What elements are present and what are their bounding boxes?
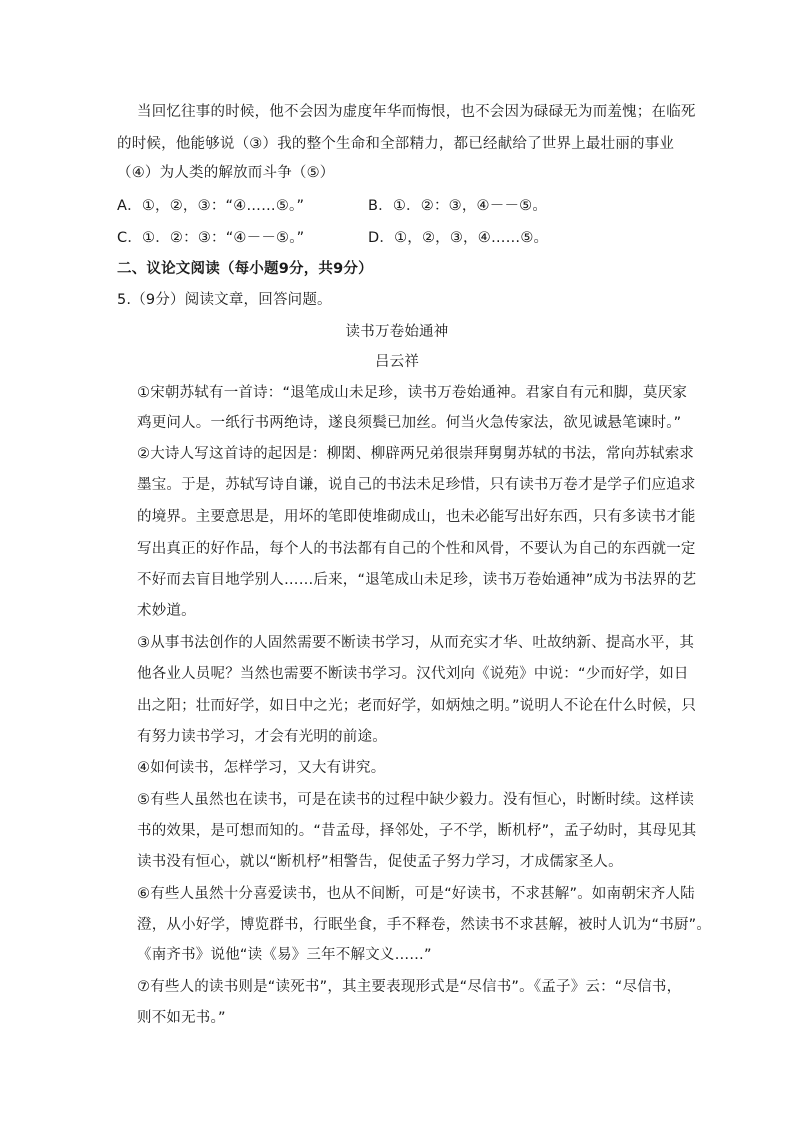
article-line: 术妙道。	[137, 603, 196, 619]
option-c: C．①．②：③：“④－－⑤。”	[117, 230, 305, 246]
article-title: 读书万卷始通神	[345, 324, 449, 340]
article-line: 墨宝。于是，苏轼写诗自谦，说自己的书法未足珍惜，只有读书万卷才是学子们应追求	[137, 477, 696, 493]
article-line: 书的效果，是可想而知的。“昔孟母，择邻处，子不学，断机杼”，孟子幼时，其母见其	[137, 823, 697, 839]
article-line: 鸡更问人。一纸行书两绝诗，遂良须鬓已加丝。何当火急传家法，欲见诚悬笔谏时。”	[137, 415, 682, 431]
question-stem: 5.（9分）阅读文章，回答问题。	[117, 292, 332, 308]
option-a: A．①，②，③：“④……⑤。”	[117, 198, 305, 214]
option-b: B．①．②：③，④－－⑤。	[368, 198, 548, 214]
article-line: 则不如无书。”	[137, 1010, 226, 1026]
article-line: 写出真正的好作品，每个人的书法都有自己的个性和风骨，不要认为自己的东西就一定	[137, 541, 696, 557]
article-line: 不好而去盲目地学别人……后来，“退笔成山未足珍，读书万卷始通神”成为书法界的艺	[137, 572, 697, 588]
prev-paragraph-line-3: （④）为人类的解放而斗争（⑤）	[117, 165, 335, 181]
article-line: 出之阳；壮而好学，如日中之光；老而好学，如炳烛之明。”说明人不论在什么时候，只	[137, 698, 697, 714]
article-line: ①宋朝苏轼有一首诗：“退笔成山未足珍，读书万卷始通神。君家自有元和脚，莫厌家	[137, 385, 688, 401]
article-line: 的境界。主要意思是，用坏的笔即使堆砌成山，也未必能写出好东西，只有多读书才能	[137, 509, 696, 525]
article-line: ④如何读书，怎样学习，又大有讲究。	[137, 760, 386, 776]
article-line: 澄，从小好学，博览群书，行眠坐食，手不释卷，然读书不求甚解，被时人讥为“书厨”。	[137, 917, 712, 933]
prev-paragraph-line-2: 的时候，他能够说（③）我的整个生命和全部精力，都已经献给了世界上最壮丽的事业	[117, 136, 675, 152]
article-line: ⑦有些人的读书则是“读死书”，其主要表现形式是“尽信书”。《孟子》云：“尽信书，	[137, 979, 682, 995]
prev-paragraph-line-1: 当回忆往事的时候，他不会因为虚度年华而悔恨，也不会因为碌碌无为而羞愧；在临死	[137, 104, 696, 120]
article-author: 吕云祥	[374, 354, 420, 370]
article-line: 他各业人员呢？当然也需要不断读书学习。汉代刘向《说苑》中说：“少而好学，如日	[137, 666, 689, 682]
article-line: 有努力读书学习，才会有光明的前途。	[137, 729, 387, 745]
article-line: 读书没有恒心，就以“断机杼”相警告，促使孟子努力学习，才成儒家圣人。	[137, 854, 623, 870]
article-line: ③从事书法创作的人固然需要不断读书学习，从而充实才华、吐故纳新、提高水平，其	[137, 635, 695, 651]
article-line: ②大诗人写这首诗的起因是：柳閎、柳辟两兄弟很崇拜舅舅苏轼的书法，常向苏轼索求	[137, 446, 695, 462]
article-line: ⑤有些人虽然也在读书，可是在读书的过程中缺少毅力。没有恒心，时断时续。这样读	[137, 792, 695, 808]
option-d: D．①，②，③，④……⑤。	[368, 230, 549, 246]
article-line: 《南齐书》说他“读《易》三年不解文义……”	[137, 947, 432, 963]
section-heading: 二、议论文阅读（每小题9分，共9分）	[117, 261, 373, 277]
article-line: ⑥有些人虽然十分喜爱读书，也从不间断，可是“好读书，不求甚解”。如南朝宋齐人陆	[137, 886, 695, 902]
